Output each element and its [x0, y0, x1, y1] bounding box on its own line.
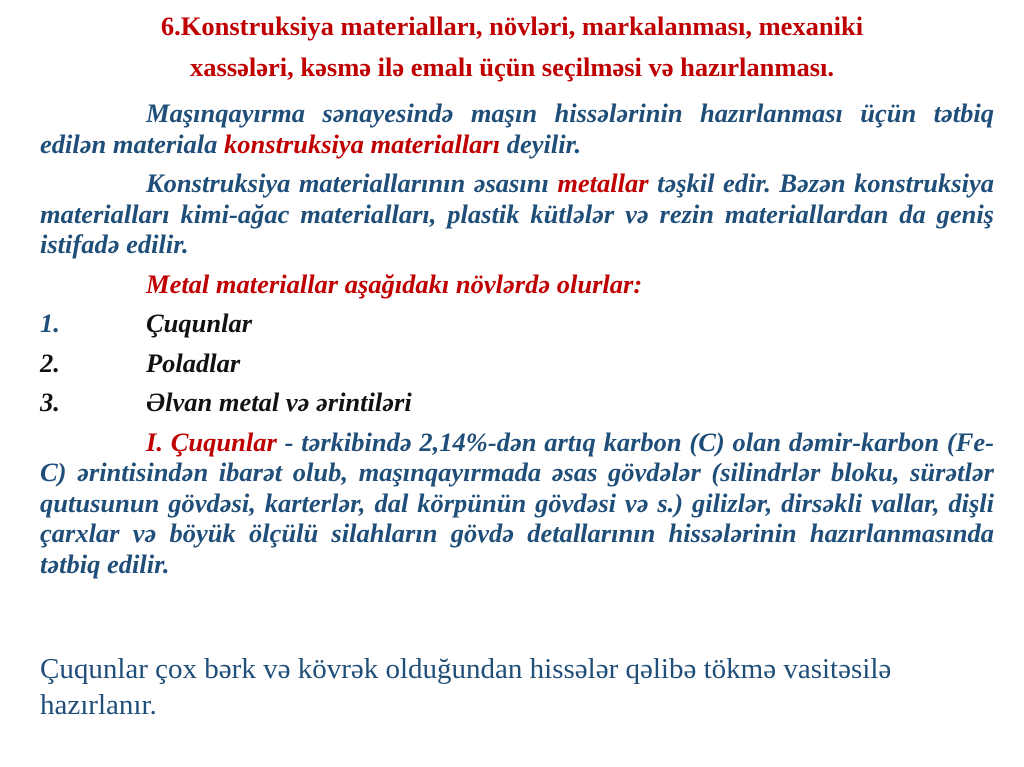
list-number: 2.: [40, 347, 60, 378]
term-konstruksiya-materiallari: konstruksiya materialları: [224, 128, 501, 159]
slide-body: [40, 98, 994, 588]
list-item: [40, 348, 994, 379]
list-number: 1.: [40, 308, 60, 338]
term-metallar: metallar: [557, 168, 649, 198]
paragraph-conclusion: Çuqunlar çox bərk və kövrək olduğundan hissələr qəlibə tökmə vasitəsilə hazırlanır.: [40, 653, 892, 721]
title-line-1: 6.Konstruksiya materialları, növləri, markalanması, mexaniki: [160, 11, 864, 41]
paragraph-cast-iron: [40, 427, 994, 580]
paragraph-metals-text-a: Konstruksiya materiallarının əsasını: [146, 168, 558, 198]
paragraph-cast-iron-text: - tərkibində 2,14%-dən artıq karbon (C) olan dəmir-karbon (Fe-C) ərintisindən ibarət olub, maşınqayırmada əsas gövdələr (silindrlər bloku, sürətlər qutusunun gövdəsi, karterlər, dal körpünün gövdəsi və s.) gilizlər, dirsəkli vallar, dişli çarxlar və böyük ölçülü silahların gövdə detallarının hissələrinin hazırlanmasında tətbiq edilir.: [40, 426, 994, 579]
paragraph-metals: [40, 168, 994, 260]
paragraph-definition: [40, 98, 994, 159]
slide-title: [40, 6, 984, 88]
title-line-2: xassələri, kəsmə ilə emalı üçün seçilməsi və hazırlanması.: [190, 52, 834, 82]
term-cuqunlar: I. Çuqunlar: [146, 426, 277, 457]
list-label: Çuqunlar: [146, 308, 253, 338]
paragraph-definition-text-a: Maşınqayırma sənayesində maşın hissələrinin hazırlanması üçün tətbiq edilən materiala: [40, 98, 994, 159]
list-item: [40, 308, 994, 339]
paragraph-metals-text-b: təşkil edir. Bəzən konstruksiya materialları kimi-ağac materialları, plastik kütlələr və rezin materiallardan da geniş istifadə edilir.: [40, 168, 994, 259]
list-label: Əlvan metal və ərintiləri: [146, 387, 412, 417]
list-number: 3.: [40, 387, 60, 417]
paragraph-types-heading: Metal materiallar aşağıdakı növlərdə olurlar:: [146, 268, 643, 299]
list-label: Poladlar: [146, 347, 241, 378]
list-item: [40, 387, 994, 418]
paragraph-definition-text-b: deyilir.: [500, 128, 582, 159]
